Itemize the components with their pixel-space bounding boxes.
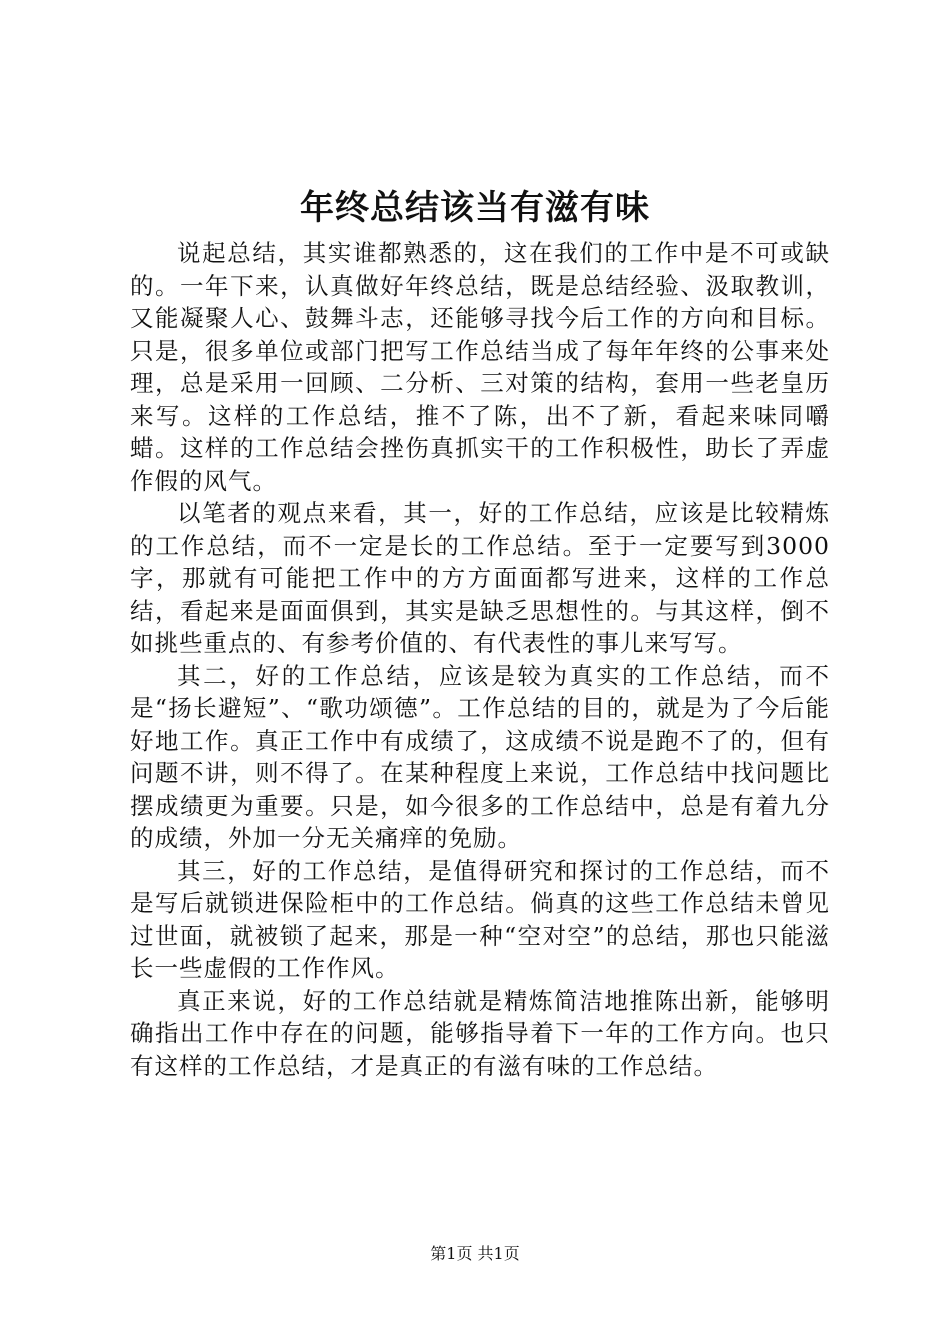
paragraph-3: 其二，好的工作总结，应该是较为真实的工作总结，而不是“扬长避短”、“歌功颂德”。工作总结的目的，就是为了今后能好地工作。真正工作中有成绩了，这成绩不说是跑不了的，但有问题不讲，则不得了。在某种程度上来说，工作总结中找问题比摆成绩更为重要。只是，如今很多的工作总结中，总是有着九分的成绩，外加一分无关痛痒的免励。	[130, 661, 830, 852]
paragraph-1: 说起总结，其实谁都熟悉的，这在我们的工作中是不可或缺的。一年下来，认真做好年终总结，既是总结经验、汲取教训，又能凝聚人心、鼓舞斗志，还能够寻找今后工作的方向和目标。只是，很多单位或部门把写工作总结当成了每年年终的公事来处理，总是采用一回顾、二分析、三对策的结构，套用一些老皇历来写。这样的工作总结，推不了陈，出不了新，看起来味同嚼蜡。这样的工作总结会挫伤真抓实干的工作积极性，助长了弄虚作假的风气。	[130, 239, 830, 495]
page-footer: 第1页 共1页	[430, 1244, 520, 1263]
document-body	[130, 237, 830, 1082]
paragraph-4: 其三，好的工作总结，是值得研究和探讨的工作总结，而不是写后就锁进保险柜中的工作总结。倘真的这些工作总结未曾见过世面，就被锁了起来，那是一种“空对空”的总结，那也只能滋长一些虚假的工作作风。	[130, 856, 830, 982]
document-title: 年终总结该当有滋有味	[300, 188, 650, 228]
paragraph-5: 真正来说，好的工作总结就是精炼简洁地推陈出新，能够明确指出工作中存在的问题，能够指导着下一年的工作方向。也只有这样的工作总结，才是真正的有滋有味的工作总结。	[130, 986, 830, 1080]
paragraph-2: 以笔者的观点来看，其一，好的工作总结，应该是比较精炼的工作总结，而不一定是长的工作总结。至于一定要写到3000字，那就有可能把工作中的方方面面都写进来，这样的工作总结，看起来是面面俱到，其实是缺乏思想性的。与其这样，倒不如挑些重点的、有参考价值的、有代表性的事儿来写写。	[130, 499, 830, 657]
